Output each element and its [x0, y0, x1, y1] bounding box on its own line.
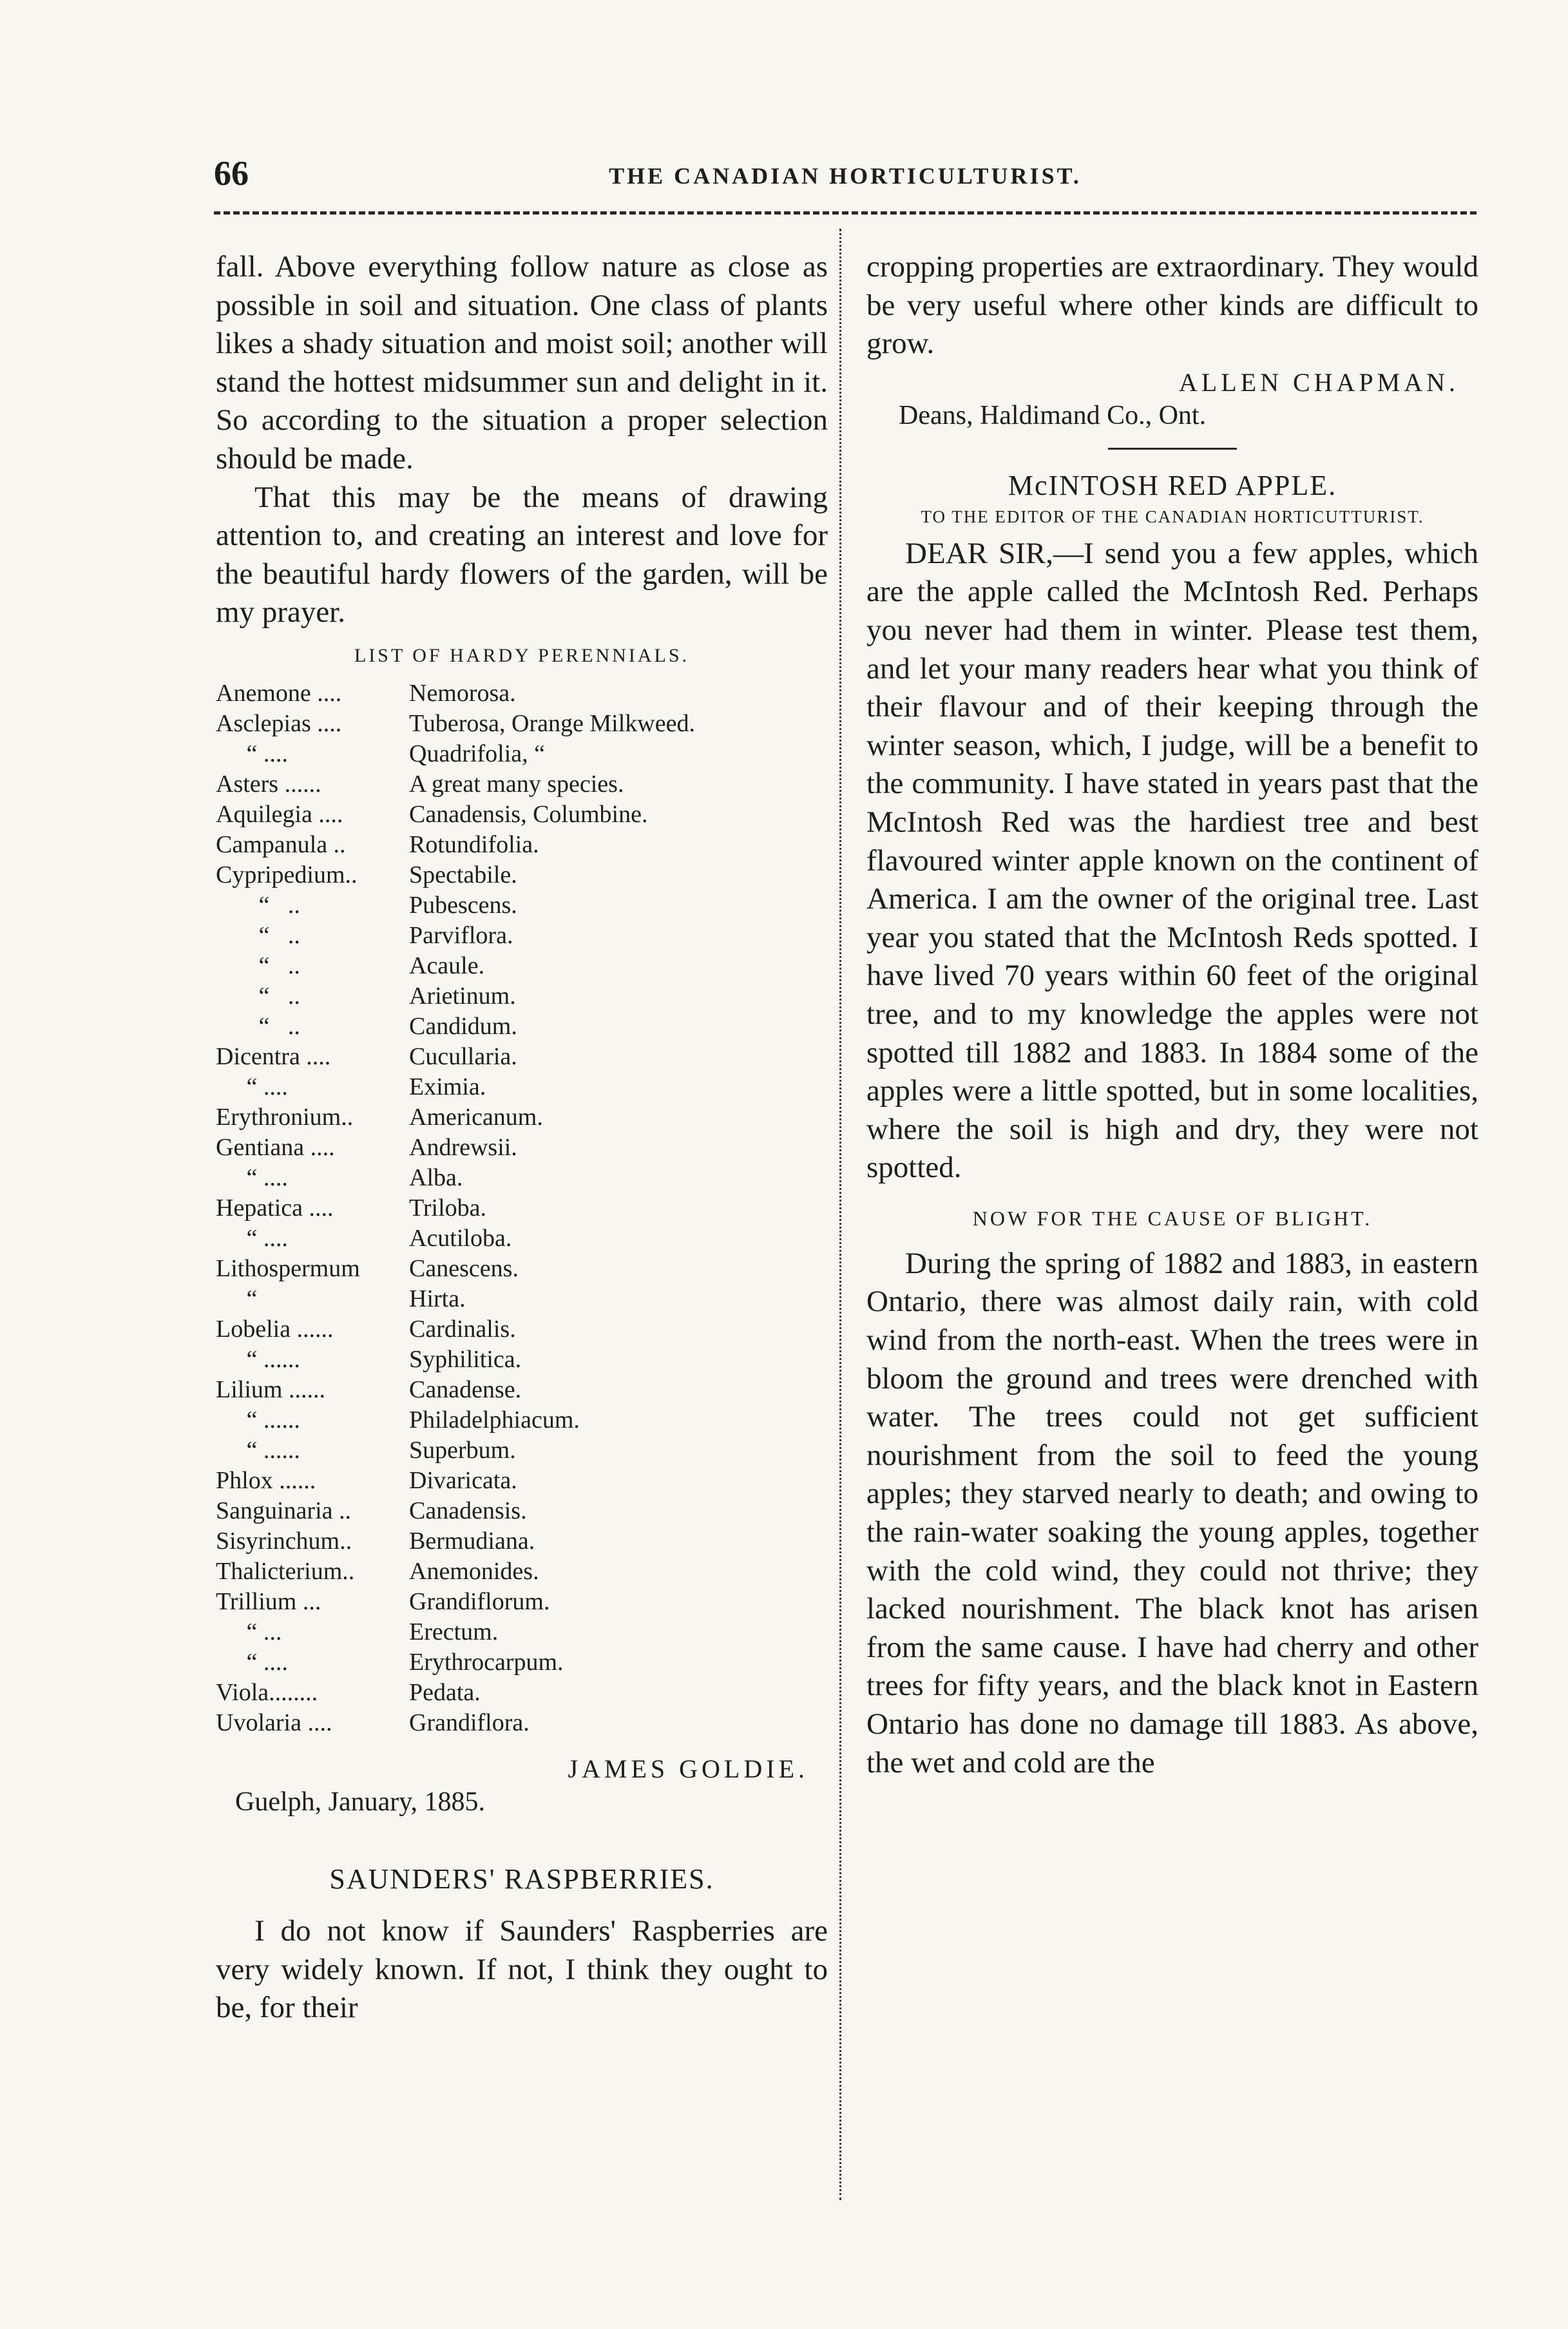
plant-row [216, 981, 828, 1011]
plant-row [216, 1163, 828, 1193]
plant-species: Alba. [409, 1164, 463, 1191]
plant-species: Hirta. [409, 1285, 466, 1312]
plant-genus: Hepatica .... [216, 1194, 334, 1222]
plant-row [216, 1314, 828, 1345]
letter-body: DEAR SIR,—I send you a few apples, which are the apple called the McIntosh Red. Perhaps you never had them in winter. Please test them, and let your many readers hear what you think of their flavour and of their keeping through the winter season, which, I judge, will be a benefit to the community. I have stated in years past that the McIntosh Red was the hardiest tree and best flavoured winter apple known on the continent of America. I am the owner of the original tree. Last year you stated that the McIntosh Reds spotted. I have lived 70 years within 60 feet of the original tree, and to my knowledge the apples were not spotted till 1882 and 1883. In 1884 some of the apples were a little spotted, but in some localities, where the soil is high and dry, they were not spotted. [866, 536, 1478, 1185]
plant-row [216, 1617, 828, 1647]
plant-genus: “ .. [216, 891, 300, 919]
article-title: McINTOSH RED APPLE. [1008, 469, 1337, 501]
plant-genus: Campanula .. [216, 830, 346, 858]
plant-species: Acaule. [409, 952, 485, 979]
plant-genus: Gentiana .... [216, 1133, 335, 1161]
plant-species: Tuberosa, Orange Milkweed. [409, 709, 695, 737]
section-heading: NOW FOR THE CAUSE OF BLIGHT. [972, 1206, 1373, 1230]
plant-species: Canadensis, Columbine. [409, 800, 648, 828]
plant-row [216, 1193, 828, 1223]
plant-genus: “ ...... [216, 1345, 300, 1373]
plant-species: Americanum. [409, 1103, 543, 1131]
plant-row [216, 1435, 828, 1466]
plant-genus: Aquilegia .... [216, 800, 343, 828]
plant-genus: “ ...... [216, 1436, 300, 1464]
plant-species: Pubescens. [409, 891, 517, 919]
plant-genus: Sisyrinchum.. [216, 1527, 352, 1555]
plant-species: Rotundifolia. [409, 830, 539, 858]
plant-species: Grandiflorum. [409, 1587, 550, 1615]
plant-genus: Anemone .... [216, 679, 342, 707]
plant-row [216, 1345, 828, 1375]
plant-genus: “ [216, 1285, 258, 1312]
plant-row [216, 951, 828, 981]
plant-row [216, 1405, 828, 1435]
plant-species: Erectum. [409, 1618, 499, 1645]
plant-species: Triloba. [409, 1194, 487, 1222]
running-title: THE CANADIAN HORTICULTURIST. [609, 163, 1082, 189]
plant-genus: Erythronium.. [216, 1103, 354, 1131]
plant-genus: Trillium ... [216, 1587, 321, 1615]
plant-row [216, 739, 828, 769]
plant-row [216, 1708, 828, 1738]
plant-genus: Thalicterium.. [216, 1557, 355, 1585]
plant-species: Canadensis. [409, 1497, 527, 1524]
plant-row [216, 921, 828, 951]
plant-species: Andrewsii. [409, 1133, 517, 1161]
plant-row [216, 709, 828, 739]
plant-row [216, 1557, 828, 1587]
plant-row [216, 1678, 828, 1708]
plant-species: Erythrocarpum. [409, 1648, 564, 1676]
plant-genus: Lithospermum [216, 1254, 360, 1282]
plant-genus: Cypripedium.. [216, 861, 358, 888]
plant-row [216, 1133, 828, 1163]
page-number: 66 [214, 154, 249, 193]
plant-genus: Asters ...... [216, 770, 321, 798]
plant-row [216, 830, 828, 860]
plant-species: Anemonides. [409, 1557, 539, 1585]
signature: JAMES GOLDIE. [568, 1754, 808, 1783]
plant-species: Pedata. [409, 1678, 481, 1706]
plant-row [216, 1072, 828, 1102]
plant-genus: “ .. [216, 952, 300, 979]
signature: ALLEN CHAPMAN. [1178, 367, 1459, 397]
plant-genus: Lilium ...... [216, 1375, 325, 1403]
plant-genus: Asclepias .... [216, 709, 342, 737]
plant-species: Canescens. [409, 1254, 519, 1282]
plant-species: Quadrifolia, “ [409, 740, 546, 767]
place: Deans, Haldimand Co., Ont. [899, 400, 1207, 430]
place-date: Guelph, January, 1885. [235, 1787, 486, 1817]
plant-genus: Sanguinaria .. [216, 1497, 352, 1524]
plant-genus: “ .... [216, 1073, 288, 1100]
left-column [216, 248, 828, 2027]
plant-species: Cardinalis. [409, 1315, 516, 1343]
plant-species: Candidum. [409, 1012, 517, 1040]
plant-species: Acutiloba. [409, 1224, 512, 1252]
addressed-to: TO THE EDITOR OF THE CANADIAN HORTICUTTURIST. [921, 506, 1424, 526]
plant-list [216, 678, 828, 1738]
plant-species: Spectabile. [409, 861, 517, 888]
continued-text: cropping properties are extraordinary. They would be very useful where other kinds are difficult to grow. [866, 250, 1478, 361]
header-rule [214, 211, 1477, 215]
plant-species: Superbum. [409, 1436, 516, 1464]
plant-genus: “ .... [216, 740, 288, 767]
plant-species: Eximia. [409, 1073, 486, 1100]
plant-row [216, 1254, 828, 1284]
plant-species: Parviflora. [409, 921, 513, 949]
plant-species: Arietinum. [409, 982, 516, 1010]
plant-genus: Viola........ [216, 1678, 318, 1706]
plant-genus: “ .... [216, 1164, 288, 1191]
page-header [214, 153, 1477, 198]
plant-species: Philadelphiacum. [409, 1406, 580, 1433]
plant-species: A great many species. [409, 770, 624, 798]
plant-row [216, 1011, 828, 1042]
plant-species: Canadense. [409, 1375, 522, 1403]
plant-species: Cucullaria. [409, 1042, 517, 1070]
plant-species: Bermudiana. [409, 1527, 535, 1555]
plant-row [216, 800, 828, 830]
short-rule [1108, 448, 1237, 450]
plant-genus: “ .. [216, 982, 300, 1010]
article-body: I do not know if Saunders' Raspberries are very widely known. If not, I think they ought to be, for their [216, 1913, 828, 2025]
plant-row [216, 1526, 828, 1557]
plant-genus: “ .... [216, 1224, 288, 1252]
plant-row [216, 1284, 828, 1314]
plant-genus: Phlox ...... [216, 1466, 316, 1494]
right-column [866, 248, 1478, 1782]
article-title: SAUNDERS' RASPBERRIES. [329, 1863, 714, 1895]
plant-species: Grandiflora. [409, 1709, 530, 1736]
plant-row [216, 1496, 828, 1526]
plant-row [216, 769, 828, 800]
plant-species: Divaricata. [409, 1466, 517, 1494]
plant-genus: Dicentra .... [216, 1042, 331, 1070]
plant-row [216, 860, 828, 890]
plant-genus: Uvolaria .... [216, 1709, 332, 1736]
plant-row [216, 890, 828, 921]
plant-species: Nemorosa. [409, 679, 516, 707]
plant-genus: “ .... [216, 1648, 288, 1676]
plant-row [216, 1466, 828, 1496]
plant-row [216, 678, 828, 709]
intro-paragraph: That this may be the means of drawing attention to, and creating an interest and love for the beautiful hardy flowers of the garden, will be my prayer. [216, 480, 828, 629]
section-body: During the spring of 1882 and 1883, in eastern Ontario, there was almost daily rain, with cold wind from the north-east. When the trees were in bloom the ground and trees were drenched with water. The trees could not get sufficient nourishment from the soil to feed the young apples; they starved nearly to death; and owing to the rain-water soaking the young apples, together with the cold wind, they could not thrive; they lacked nourishment. The black knot has arisen from the same cause. I have had cherry and other trees for fifty years, and the black knot in Eastern Ontario has done no damage till 1883. As above, the wet and cold are the [866, 1246, 1478, 1779]
plant-row [216, 1102, 828, 1133]
plant-species: Syphilitica. [409, 1345, 522, 1373]
plant-row [216, 1375, 828, 1405]
plant-row [216, 1042, 828, 1072]
plant-genus: Lobelia ...... [216, 1315, 334, 1343]
intro-paragraph: fall. Above everything follow nature as close as possible in soil and situation. One class of plants likes a shady situation and moist soil; another will stand the hottest midsummer sun and delight in it. So according to the situation a proper selection should be made. [216, 250, 828, 475]
plant-row [216, 1223, 828, 1254]
plant-genus: “ ...... [216, 1406, 300, 1433]
plant-row [216, 1587, 828, 1617]
plant-list-title: LIST OF HARDY PERENNIALS. [354, 644, 690, 666]
column-divider [839, 229, 841, 2200]
plant-genus: “ .. [216, 1012, 300, 1040]
plant-row [216, 1647, 828, 1678]
plant-genus: “ .. [216, 921, 300, 949]
plant-genus: “ ... [216, 1618, 282, 1645]
